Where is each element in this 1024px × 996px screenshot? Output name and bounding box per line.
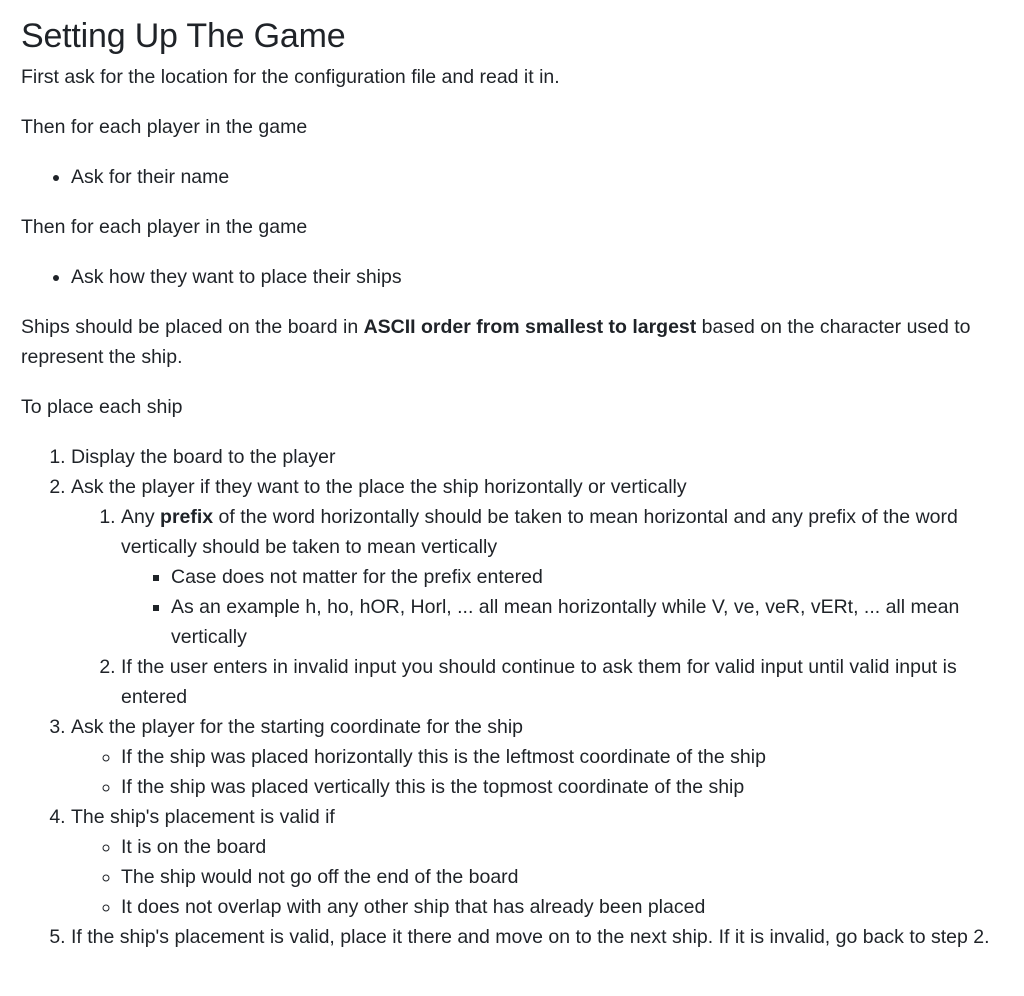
step-text: Ask the player if they want to the place the ship horizontally or vertically bbox=[71, 476, 687, 498]
step-text: Ask the player for the starting coordinate for the ship bbox=[71, 716, 523, 738]
list-item: ▪ As an example h, ho, hOR, Horl, ... all mean horizontally while V, ve, veR, vERt, ... all mean vertically bbox=[171, 592, 1006, 652]
step-text: Display the board to the player bbox=[71, 446, 336, 468]
paragraph-place-each-ship: To place each ship bbox=[21, 396, 183, 418]
coordinate-list bbox=[71, 742, 1006, 802]
paragraph-each-player-2: Then for each player in the game bbox=[21, 216, 308, 238]
list-item: • Ask for their name bbox=[71, 162, 1006, 192]
text-span: Ships should be placed on the board in bbox=[21, 316, 364, 338]
paragraph-each-player-1: Then for each player in the game bbox=[21, 116, 308, 138]
list-item: ◦ The ship would not go off the end of the board bbox=[121, 862, 1006, 892]
step-item bbox=[71, 472, 1006, 712]
list-item: ◦ It does not overlap with any other ship that has already been placed bbox=[121, 892, 1006, 922]
bullet-list-ships bbox=[21, 262, 1006, 292]
text-span: based on the character used to represent the ship. bbox=[21, 316, 971, 368]
list-item: • Ask how they want to place their ships bbox=[71, 262, 1006, 292]
step-item bbox=[71, 442, 1006, 472]
page-title: Setting Up The Game bbox=[21, 17, 346, 55]
paragraph-ascii-order bbox=[21, 312, 1006, 372]
bold-text: ASCII order from smallest to largest bbox=[363, 316, 697, 338]
list-item: ◦ If the ship was placed vertically this is the topmost coordinate of the ship bbox=[121, 772, 1006, 802]
paragraph-config-file: First ask for the location for the configuration file and read it in. bbox=[21, 66, 560, 88]
list-item: ◦ If the ship was placed horizontally this is the leftmost coordinate of the ship bbox=[121, 742, 1006, 772]
text-span: of the word horizontally should be taken to mean horizontal and any prefix of the word vertically should be taken to mean vertically bbox=[121, 506, 958, 558]
text-span: Any bbox=[121, 506, 161, 528]
bold-text: prefix bbox=[160, 506, 214, 528]
step-item bbox=[71, 802, 1006, 922]
detail-list bbox=[121, 562, 1006, 652]
step-item bbox=[71, 922, 1006, 952]
step-item bbox=[71, 712, 1006, 802]
sub-step-item: 2. If the user enters in invalid input you should continue to ask them for valid input until valid input is entered bbox=[121, 652, 1006, 712]
sub-step-item bbox=[121, 502, 1006, 652]
step-text: The ship's placement is valid if bbox=[71, 806, 335, 828]
list-item: ▪ Case does not matter for the prefix entered bbox=[171, 562, 1006, 592]
list-item: ◦ It is on the board bbox=[121, 832, 1006, 862]
validity-list bbox=[71, 832, 1006, 922]
steps-list bbox=[21, 442, 1006, 952]
step-text: If the ship's placement is valid, place it there and move on to the next ship. If it is invalid, go back to step 2. bbox=[71, 926, 990, 948]
sub-steps-list bbox=[71, 502, 1006, 712]
bullet-list-name bbox=[21, 162, 1006, 192]
